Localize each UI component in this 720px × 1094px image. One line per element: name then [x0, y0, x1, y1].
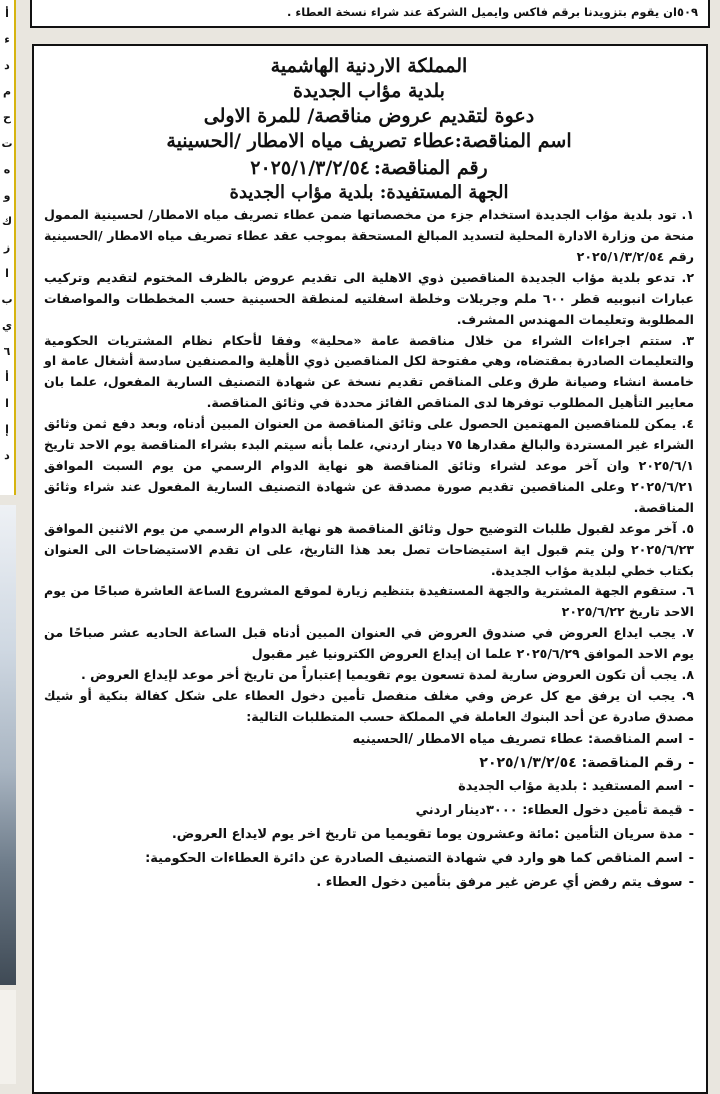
adjacent-glyph: ت	[1, 137, 13, 150]
clause-7: ٧. يجب ايداع العروض في صندوق العروض في العنوان المبين أدناه قبل الساعة الحاديه عشر صباحًا من يوم الاحد الموافق ٢٠٢٥/٦/٢٩ علما ان إيداع العروض الكترونيا غير مقبول	[44, 625, 694, 662]
previous-notice-footer: ٥٠٩ان يقوم بتزويدنا برقم فاكس وايميل الشركة عند شراء نسخة العطاء .	[30, 0, 710, 28]
requirement-item: -اسم المستفيد : بلدية مؤاب الجديدة	[458, 779, 694, 795]
adjacent-glyph: م	[2, 85, 12, 98]
clause-5: ٥. آخر موعد لقبول طلبات التوضيح حول وثائق المناقصة هو نهاية الدوام الرسمي من يوم الاثنين الموافق ٢٠٢٥/٦/٢٣ ولن يتم قبول اية استيضاحات تصل بعد هذا التاريخ، على ان تقدم الاستيضاحات الى العنوان بكتاب خطي لبلدية مؤاب الجديدة.	[44, 520, 694, 578]
requirement-dash: -	[688, 731, 694, 747]
tender-number-label: رقم المناقصة:	[373, 157, 488, 180]
adjacent-glyph: د	[4, 59, 10, 72]
adjacent-photo-edge	[0, 505, 16, 985]
requirement-item: -قيمة تأمين دخول العطاء: ٣٠٠٠دينار اردني	[415, 803, 694, 819]
adjacent-glyph: د	[4, 449, 10, 462]
requirement-dash: -	[688, 803, 694, 819]
clause-8: ٨. يجب أن تكون العروض سارية لمدة تسعون يوم تقويميا إعتباراً من تاريخ أخر موعد لإيداع العروض .	[80, 667, 694, 683]
adjacent-glyph: ا	[5, 397, 9, 410]
adjacent-glyph: أ	[5, 371, 9, 384]
adjacent-glyph: ك	[1, 215, 13, 228]
adjacent-glyph: ب	[1, 293, 13, 306]
tender-number-value: ٢٠٢٥/١/٣/٢/٥٤	[250, 157, 370, 180]
requirement-dash: -	[688, 874, 694, 890]
beneficiary: الجهة المستفيدة: بلدية مؤاب الجديدة	[229, 182, 509, 204]
tender-number	[44, 156, 694, 181]
requirement-item: -اسم المناقص كما هو وارد في شهادة التصنيف الصادرة عن دائرة العطاءات الحكومية:	[145, 850, 694, 866]
clause-2: ٢. تدعو بلدية مؤاب الجديدة المناقصين ذوي الاهلية الى تقديم عروض بالظرف المختوم لتقديم وتركيب عبارات انبوبيه قطر ٦٠٠ ملم وجريلات وخلطة اسفلتيه لمنطقة الحسينية حسب المخططات والمواصفات المطلوبة وتعليمات المهندس المشرف.	[44, 269, 694, 327]
adjacent-glyph: ح	[3, 111, 11, 124]
tender-name: اسم المناقصة:عطاء تصريف مياه الامطار /الحسينية	[166, 130, 572, 153]
adjacent-glyph: ء	[4, 33, 10, 46]
requirement-dash: -	[688, 826, 694, 842]
tender-notice	[32, 44, 708, 1094]
requirement-dash: -	[688, 754, 694, 771]
requirement-dash: -	[688, 850, 694, 866]
adjacent-glyph: و	[3, 189, 11, 202]
adjacent-column-glyphs	[0, 0, 14, 474]
guarantee-requirements	[44, 728, 694, 895]
municipality-title: بلدية مؤاب الجديدة	[293, 80, 445, 103]
clause-9: ٩. يجب ان يرفق مع كل عرض وفي مغلف منفصل تأمين دخول العطاء على شكل كفالة بنكية أو شيك مصدق صادرة عن أحد البنوك العاملة في المملكة حسب المتطلبات التالية:	[44, 687, 694, 724]
requirement-item: -مدة سريان التأمين :مائة وعشرون يوما تقويميا من تاريخ اخر يوم لايداع العروض.	[171, 826, 694, 842]
adjacent-column-bottom	[0, 990, 16, 1084]
requirement-item: -رقم المناقصة: ٢٠٢٥/١/٣/٢/٥٤	[479, 754, 694, 771]
requirement-item: -اسم المناقصة: عطاء تصريف مياه الامطار /الحسينيه	[352, 731, 694, 747]
requirement-item: -سوف يتم رفض أي عرض غير مرفق بتأمين دخول العطاء .	[316, 874, 694, 890]
adjacent-glyph: ه	[3, 163, 11, 176]
adjacent-glyph: ا	[5, 267, 9, 280]
requirement-dash: -	[688, 779, 694, 795]
adjacent-glyph: ز	[3, 241, 11, 254]
adjacent-glyph: ٦	[3, 345, 11, 358]
adjacent-glyph: أ	[5, 7, 9, 20]
clause-6: ٦. ستقوم الجهة المشترية والجهة المستفيدة بتنظيم زيارة لموقع المشروع الساعة العاشرة صباحًا من يوم الاحد تاريخ ٢٠٢٥/٦/٢٢	[44, 583, 694, 620]
adjacent-glyph: إ	[5, 423, 9, 436]
clause-1: ١. تود بلدية مؤاب الجديدة استخدام جزء من مخصصاتها ضمن عطاء تصريف مياه الامطار/ لحسينية الممول منحة من وزارة الادارة المحلية لتسديد المبالغ المستحقة بموجب عقد عطاء تصريف مياه الامطار /الحسينية رقم ٢٠٢٥/١/٣/٢/٥٤	[44, 207, 694, 264]
clause-3: ٣. ستتم اجراءات الشراء من خلال مناقصة عامة «محلية» وفقا لأحكام نظام المشتريات الحكومية والتعليمات الصادرة بمقتضاه، وهي مفتوحة لكل المناقصين ذوي الأهلية والمصنفين سادسة أشغال عامة او خامسة انشاء وصيانة طرق وعلى المناقص تقديم نسخة عن شهادة التصنيف السارية المفعول، علما بان معايير التأهيل المطلوب توفرها لدى المناقص الفائز محددة في وثائق المناقصة.	[44, 332, 694, 411]
adjacent-column-edge	[0, 0, 16, 495]
invitation-title: دعوة لتقديم عروض مناقصة/ للمرة الاولى	[203, 105, 535, 128]
adjacent-glyph: ي	[1, 319, 13, 332]
clause-4: ٤. يمكن للمناقصين المهتمين الحصول على وثائق المناقصة من العنوان المبين أدناه، وبعد دفع ثمن وثائق الشراء غير المستردة والبالغ مقدارها ٧٥ دينار اردني، علما بأنه سيتم البدء بشراء المناقصة يوم الاحد تاريخ ٢٠٢٥/٦/١ وان آخر موعد لشراء وثائق المناقصة هو نهاية الدوام الرسمي من يوم السبت الموافق ٢٠٢٥/٦/٢١ وعلى المناقصين تقديم صورة مصدقة عن شهادة التصنيف السارية المفعول عند شراء وثائق المناقصة.	[44, 416, 694, 515]
kingdom-title: المملكة الاردنية الهاشمية	[270, 55, 468, 77]
